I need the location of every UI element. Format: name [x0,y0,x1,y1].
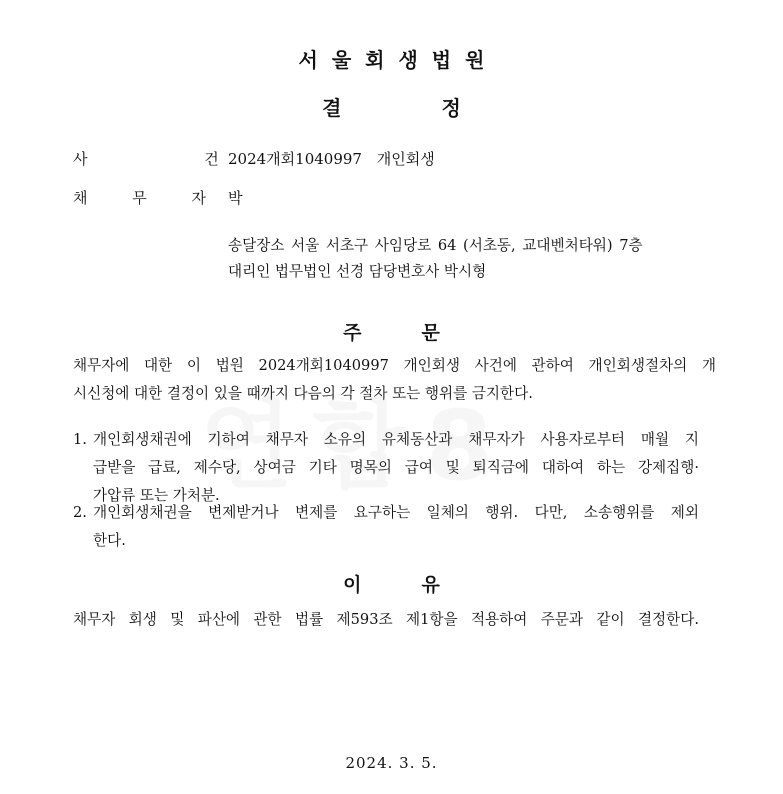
service-address: 송달장소 서울 서초구 사임당로 64 (서초동, 교대벤처타워) 7층 [228,237,643,254]
order-item-1 [93,426,699,510]
court-name: 서울회생법원 [298,48,499,72]
order-item-1-line1: 개인회생채권에 기하여 채무자 소유의 유체동산과 채무자가 사용자로부터 매월 지 [93,431,699,448]
reason-heading: 이유 [343,574,500,596]
case-label: 사 건 [73,150,275,168]
order-item-2-number: 2. [73,504,87,521]
order-heading: 주문 [343,322,500,344]
order-item-1-number: 1. [73,431,87,448]
order-intro-line2: 시신청에 대한 결정이 있을 때까지 다음의 각 절차 또는 행위를 금지한다. [73,385,533,402]
debtor-label: 채 무 자 [73,189,227,207]
order-intro [73,352,716,408]
order-item-1-line3: 가압류 또는 가처분. [93,487,220,504]
order-item-1-line2: 급받을 급료, 제수당, 상여금 기타 명목의 급여 및 퇴직금에 대하여 하는 강제집행· [93,459,699,476]
decision-date: 2024. 3. 5. [345,754,438,772]
order-item-2-line2: 한다. [93,532,126,549]
order-item-2-line1: 개인회생채권을 변제받거나 변제를 요구하는 일체의 행위. 다만, 소송행위를 제외 [93,504,699,521]
order-item-2 [93,499,699,555]
debtor-value: 박 [228,189,243,207]
reason-text: 채무자 회생 및 파산에 관한 법률 제593조 제1항을 적용하여 주문과 같이 결정한다. [73,611,699,628]
case-value: 2024개회1040997 개인회생 [228,150,435,168]
reason-text-block [73,606,699,634]
order-intro-line1: 채무자에 대한 이 법원 2024개회1040997 개인회생 사건에 관하여 개인회생절차의 개 [73,357,716,374]
document-title: 결정 [322,96,561,120]
legal-agent: 대리인 법무법인 선경 담당변호사 박시형 [228,263,487,280]
